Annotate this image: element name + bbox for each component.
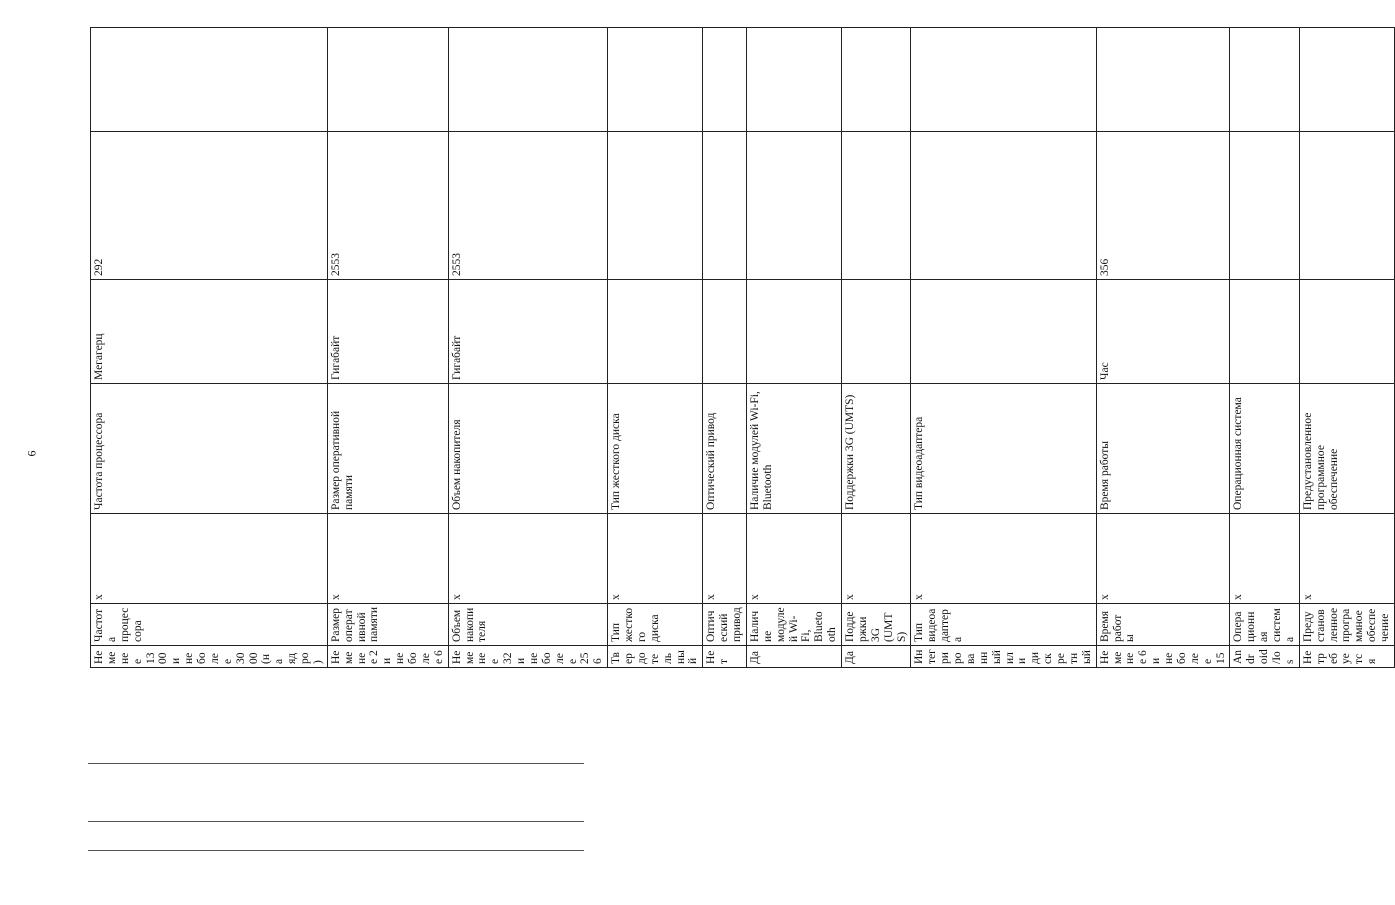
cell-code (608, 132, 703, 280)
cell-value: Не менее 1300 и не более 3000 (на ядро) (91, 646, 328, 668)
cell-name2: Оптический привод (703, 604, 747, 646)
cell-name2: Размер оперативной памяти (327, 604, 448, 646)
cell-code (1230, 132, 1299, 280)
cell-name2: Время работы (1096, 604, 1230, 646)
cell-unit (746, 280, 841, 384)
cell-mark: x (448, 514, 608, 604)
table-row (1096, 28, 1230, 668)
cell-value: Да (842, 646, 911, 668)
cell-name2: Тип видеоадаптера (911, 604, 1096, 646)
cell-name: Размер оперативной памяти (327, 384, 448, 514)
cell-unit (842, 280, 911, 384)
spec-table-container (90, 28, 1391, 668)
cell-name: Оптический привод (703, 384, 747, 514)
cell-value: Не менее 2 и не более 6 (327, 646, 448, 668)
blank-cell (842, 28, 911, 132)
cell-mark: x (1230, 514, 1299, 604)
cell-value: Да (746, 646, 841, 668)
cell-unit: Гигабайт (327, 280, 448, 384)
cell-value: Нет (703, 646, 747, 668)
table-row (911, 28, 1096, 668)
cell-name: Частота процессора (91, 384, 328, 514)
cell-code (746, 132, 841, 280)
blank-cell (608, 28, 703, 132)
cell-unit (703, 280, 747, 384)
blank-cell (327, 28, 448, 132)
cell-name: Наличие модулей Wi-Fi, Bluetooth (746, 384, 841, 514)
cell-name: Тип видеоадаптера (911, 384, 1096, 514)
blank-cell (1096, 28, 1230, 132)
cell-name2: Объем накопителя (448, 604, 608, 646)
cell-value: Не требуется (1299, 646, 1394, 668)
cell-unit (608, 280, 703, 384)
table-row (448, 28, 608, 668)
cell-value: Не менее 6 и не более 15 (1096, 646, 1230, 668)
blank-cell (448, 28, 608, 132)
table-row (91, 28, 328, 668)
cell-unit: Гигабайт (448, 280, 608, 384)
cell-code (703, 132, 747, 280)
blank-cell (1230, 28, 1299, 132)
cell-mark: x (327, 514, 448, 604)
blank-cell (91, 28, 328, 132)
table-row (1230, 28, 1299, 668)
cell-name: Поддержки 3G (UMTS) (842, 384, 911, 514)
cell-value: Не менее 32 и не более 256 (448, 646, 608, 668)
cell-name: Тип жесткого диска (608, 384, 703, 514)
cell-code: 2553 (448, 132, 608, 280)
cell-code (842, 132, 911, 280)
cell-unit (911, 280, 1096, 384)
blank-cell (746, 28, 841, 132)
cell-value: Android/Ios (1230, 646, 1299, 668)
table-row (703, 28, 747, 668)
cell-name: Объем накопителя (448, 384, 608, 514)
cell-name: Время работы (1096, 384, 1230, 514)
table-row (327, 28, 448, 668)
blank-cell (911, 28, 1096, 132)
table-row (608, 28, 703, 668)
cell-mark: x (608, 514, 703, 604)
cell-mark: x (746, 514, 841, 604)
cell-name2: Операционная система (1230, 604, 1299, 646)
blank-cell (703, 28, 747, 132)
cell-mark: x (911, 514, 1096, 604)
cell-code: 2553 (327, 132, 448, 280)
cell-mark: x (842, 514, 911, 604)
cell-unit: Час (1096, 280, 1230, 384)
table-row (842, 28, 911, 668)
cell-mark: x (1096, 514, 1230, 604)
blank-cell (1299, 28, 1394, 132)
cell-name2: Наличие модулей Wi-Fi, Bluetooth (746, 604, 841, 646)
cell-value: Интегрированный или дискретный (911, 646, 1096, 668)
cell-unit (1230, 280, 1299, 384)
cell-value: Твердотельный (608, 646, 703, 668)
ruled-line (88, 763, 584, 764)
cell-mark: x (1299, 514, 1394, 604)
table-row (746, 28, 841, 668)
cell-name2: Поддержки 3G (UMTS) (842, 604, 911, 646)
spec-table (90, 27, 1395, 668)
cell-name2: Предустановленное программное обеспечение (1299, 604, 1394, 646)
cell-unit: Мегагерц (91, 280, 328, 384)
page-number: 6 (24, 450, 39, 457)
cell-name2: Частота процессора (91, 604, 328, 646)
cell-name: Предустановленное программное обеспечение (1299, 384, 1394, 514)
cell-code: 356 (1096, 132, 1230, 280)
ruled-line (88, 850, 584, 851)
cell-mark: x (91, 514, 328, 604)
cell-unit (1299, 280, 1394, 384)
cell-code (1299, 132, 1394, 280)
cell-code: 292 (91, 132, 328, 280)
table-row (1299, 28, 1394, 668)
cell-name2: Тип жесткого диска (608, 604, 703, 646)
cell-name: Операционная система (1230, 384, 1299, 514)
cell-mark: x (703, 514, 747, 604)
ruled-line (88, 821, 584, 822)
cell-code (911, 132, 1096, 280)
